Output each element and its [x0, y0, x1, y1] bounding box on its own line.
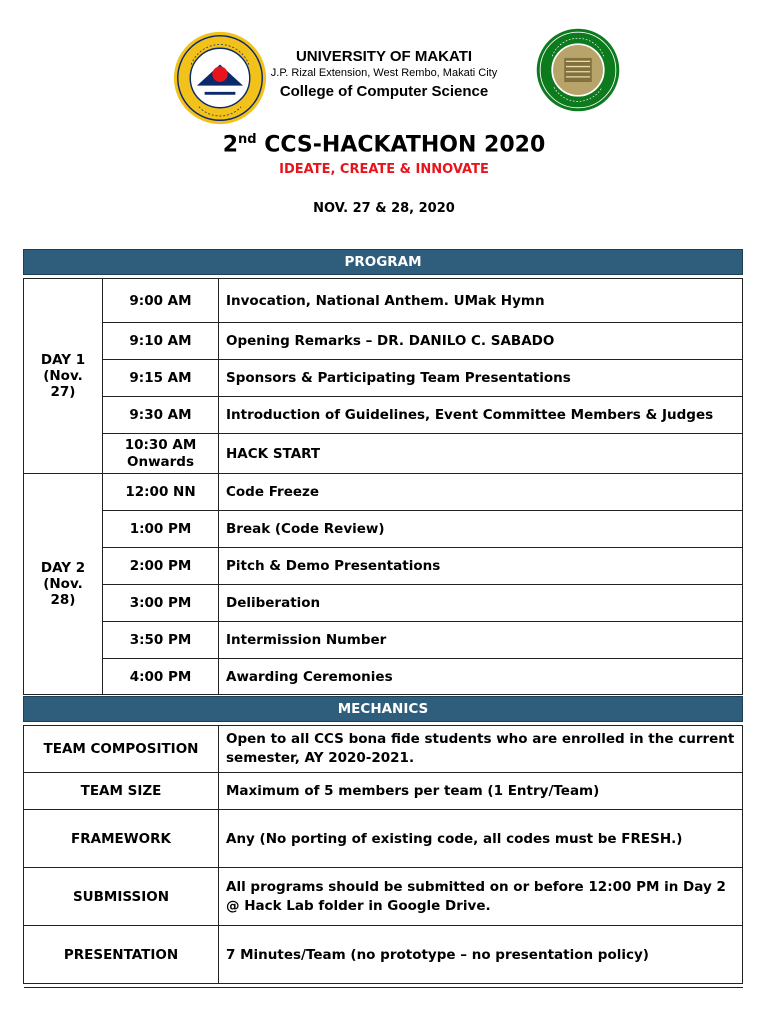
time-cell: 9:15 AM — [103, 360, 219, 397]
table-row — [24, 585, 743, 622]
time-cell: 12:00 NN — [103, 474, 219, 511]
time-cell: 2:00 PM — [103, 548, 219, 585]
document-header — [0, 0, 768, 130]
table-row — [24, 474, 743, 511]
event-cell: Sponsors & Participating Team Presentations — [219, 360, 743, 397]
table-row — [24, 622, 743, 659]
table-row — [24, 868, 743, 926]
event-cell: Deliberation — [219, 585, 743, 622]
event-title: 2nd CCS-HACKATHON 2020 — [222, 132, 546, 158]
mechanic-label: PRESENTATION — [24, 926, 219, 984]
event-cell: Pitch & Demo Presentations — [219, 548, 743, 585]
mechanic-value: 7 Minutes/Team (no prototype – no presentation policy) — [219, 926, 743, 984]
event-date: NOV. 27 & 28, 2020 — [313, 201, 455, 216]
time-cell: 4:00 PM — [103, 659, 219, 695]
table-row — [24, 926, 743, 984]
mechanics-table — [23, 696, 743, 988]
event-cell: Opening Remarks – DR. DANILO C. SABADO — [219, 323, 743, 360]
mechanic-label: TEAM COMPOSITION — [24, 726, 219, 773]
table-row — [24, 548, 743, 585]
time-cell: 3:00 PM — [103, 585, 219, 622]
event-cell: Break (Code Review) — [219, 511, 743, 548]
table-row — [24, 434, 743, 474]
day2-label: DAY 2 (Nov. 28) — [24, 474, 103, 695]
program-heading: PROGRAM — [24, 250, 743, 275]
event-cell: Invocation, National Anthem. UMak Hymn — [219, 279, 743, 323]
program-heading-band — [24, 250, 743, 275]
mechanics-heading: MECHANICS — [24, 697, 743, 722]
time-cell: 9:30 AM — [103, 397, 219, 434]
event-cell: Awarding Ceremonies — [219, 659, 743, 695]
university-name: UNIVERSITY OF MAKATI — [295, 48, 473, 65]
table-row — [24, 323, 743, 360]
mechanic-value: Any (No porting of existing code, all codes must be FRESH.) — [219, 810, 743, 868]
time-cell: 1:00 PM — [103, 511, 219, 548]
event-cell: Intermission Number — [219, 622, 743, 659]
table-row — [24, 279, 743, 323]
event-cell: Introduction of Guidelines, Event Committee Members & Judges — [219, 397, 743, 434]
time-cell: 9:00 AM — [103, 279, 219, 323]
table-row — [24, 810, 743, 868]
time-cell: 3:50 PM — [103, 622, 219, 659]
mechanics-heading-band — [24, 697, 743, 722]
university-address: J.P. Rizal Extension, West Rembo, Makati City — [270, 67, 498, 79]
event-cell: HACK START — [219, 434, 743, 474]
day1-label: DAY 1 (Nov. 27) — [24, 279, 103, 474]
table-row — [24, 659, 743, 695]
mechanic-label: TEAM SIZE — [24, 773, 219, 810]
mechanic-label: SUBMISSION — [24, 868, 219, 926]
mechanic-label: FRAMEWORK — [24, 810, 219, 868]
event-cell: Code Freeze — [219, 474, 743, 511]
program-table — [23, 249, 743, 695]
time-cell: 9:10 AM — [103, 323, 219, 360]
table-row — [24, 360, 743, 397]
time-cell: 10:30 AM Onwards — [103, 434, 219, 474]
mechanic-value: Open to all CCS bona fide students who are enrolled in the current semester, AY 2020-2021. — [219, 726, 743, 773]
table-row — [24, 511, 743, 548]
table-row — [24, 397, 743, 434]
college-name: College of Computer Science — [279, 83, 489, 100]
table-row — [24, 773, 743, 810]
event-tagline: IDEATE, CREATE & INNOVATE — [279, 162, 489, 177]
mechanic-value: All programs should be submitted on or before 12:00 PM in Day 2 @ Hack Lab folder in Google Drive. — [219, 868, 743, 926]
table-row — [24, 726, 743, 773]
mechanic-value: Maximum of 5 members per team (1 Entry/Team) — [219, 773, 743, 810]
